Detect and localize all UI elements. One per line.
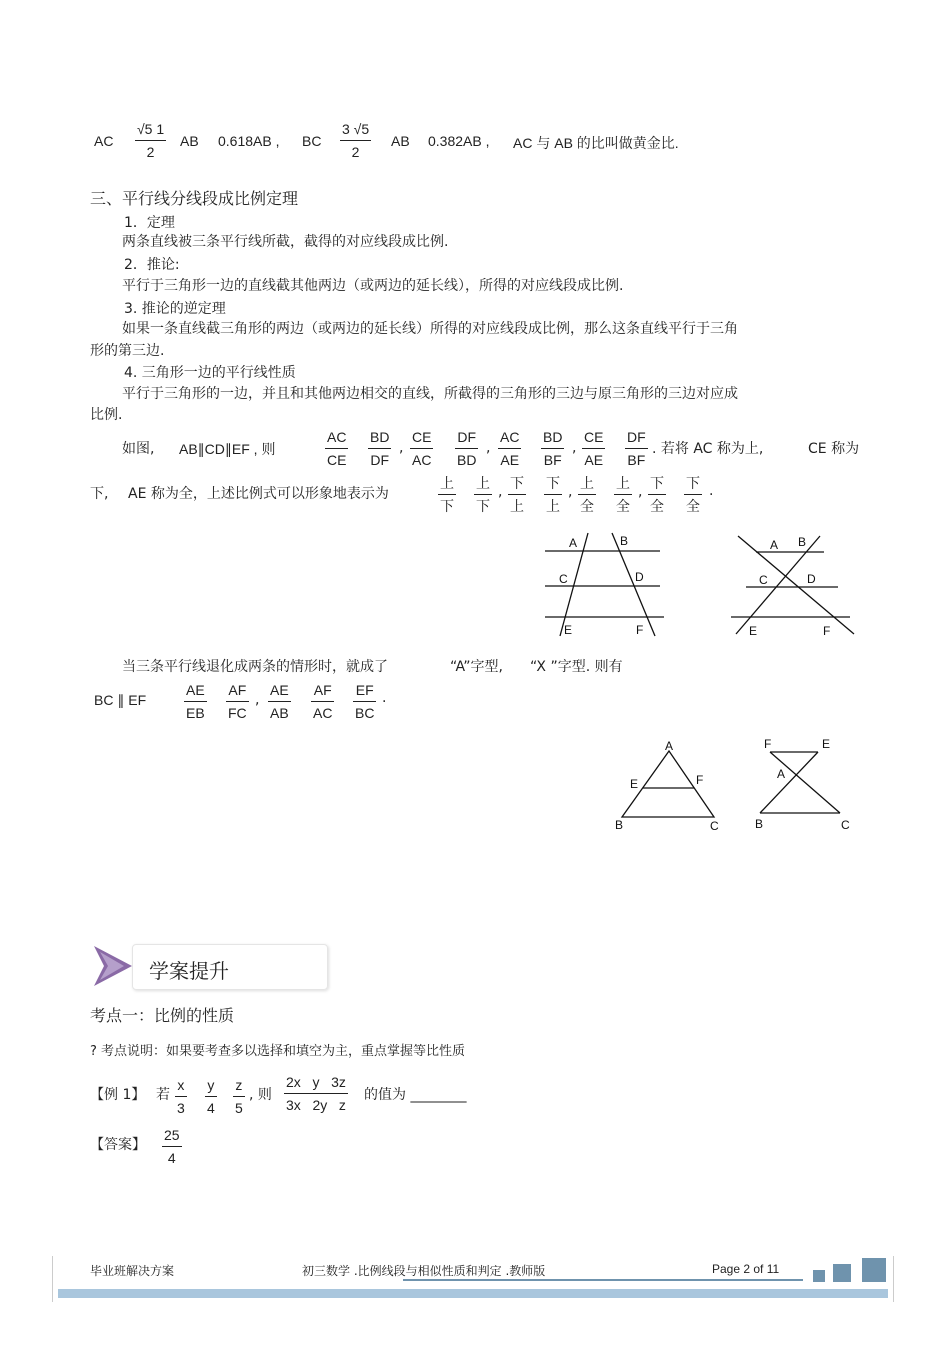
item-label: 1．定理 xyxy=(124,215,175,231)
banner-title: 学案提升 xyxy=(149,959,229,983)
footer-left: 毕业班解决方案 xyxy=(90,1264,175,1278)
example-label: 【例 1】 xyxy=(90,1087,146,1103)
point-label: F xyxy=(764,737,772,751)
point-label: C xyxy=(841,818,850,832)
point-label: E xyxy=(630,777,639,791)
example-then: , 则 xyxy=(249,1087,272,1103)
point-label: B xyxy=(615,818,624,832)
decor-square xyxy=(813,1270,825,1282)
ratio-fraction: AC AE xyxy=(500,429,520,468)
point-label: D xyxy=(635,570,644,584)
point-label: F xyxy=(636,623,644,637)
point-label: B xyxy=(620,534,629,548)
degenerate-fraction: EF BC xyxy=(355,682,375,721)
point-label: E xyxy=(749,624,758,638)
item-label: 3. 推论的逆定理 xyxy=(124,301,226,317)
point-label: C xyxy=(559,572,568,586)
ratio-condition: AB∥CD∥EF , 则 xyxy=(179,441,276,457)
degenerate-fraction: AF AC xyxy=(313,682,333,721)
figure-x-type xyxy=(752,734,862,836)
topic-note: ? 考点说明：如果要考查多以选择和填空为主，重点掌握等比性质 xyxy=(90,1044,466,1059)
separator: , xyxy=(498,484,503,500)
degenerate-text: 当三条平行线退化成两条的情形时，就成了 xyxy=(122,659,388,675)
example-fraction: y 4 xyxy=(207,1077,215,1116)
image-fraction: 下 全 xyxy=(686,475,700,514)
separator: , xyxy=(572,440,577,456)
decor-square xyxy=(862,1258,886,1282)
value-0618: 0.618AB , xyxy=(218,133,280,149)
footer-underline xyxy=(403,1279,803,1281)
ratio-line2-b: AE 称为全，上述比例式可以形象地表示为 xyxy=(128,486,389,502)
item-label: 2．推论: xyxy=(124,257,180,273)
footer-page: Page 2 of 11 xyxy=(712,1262,780,1276)
ratio-lead: 如图, xyxy=(122,441,155,457)
ac-label: AC xyxy=(94,133,114,149)
section-title: 三、平行线分线段成比例定理 xyxy=(90,189,299,208)
point-label: A xyxy=(770,538,779,552)
degenerate-end: . xyxy=(382,690,387,706)
example-fraction: x 3 xyxy=(177,1077,185,1116)
answer-fraction: 25 4 xyxy=(164,1127,180,1166)
footer-mid: 初三数学 .比例线段与相似性质和判定 .教师版 xyxy=(302,1264,546,1278)
separator: , xyxy=(638,484,643,500)
point-label: A xyxy=(777,767,786,781)
golden-ratio-text: AC 与 AB 的比叫做黄金比. xyxy=(513,135,679,151)
separator: , xyxy=(255,692,260,708)
separator: , xyxy=(486,440,491,456)
paragraph: 如果一条直线截三角形的两边（或两边的延长线）所得的对应线段成比例，那么这条直线平行于三角 xyxy=(122,321,738,337)
example-if: 若 xyxy=(156,1087,170,1103)
a-type-label: “A”字型, xyxy=(450,659,503,675)
point-label: F xyxy=(696,773,704,787)
figure-parallel-lines-b xyxy=(728,528,860,643)
ratio-fraction: DF BF xyxy=(627,429,646,468)
example-fraction: z 5 xyxy=(235,1077,243,1116)
ratio-tail: . 若将 AC 称为上, xyxy=(652,441,764,457)
point-label: E xyxy=(822,737,831,751)
ab-label: AB xyxy=(180,133,199,149)
image-fraction: 下 全 xyxy=(650,475,664,514)
answer-label: 【答案】 xyxy=(90,1137,146,1153)
paragraph: 平行于三角形的一边，并且和其他两边相交的直线，所截得的三角形的三边与原三角形的三边对应成 xyxy=(122,386,738,402)
image-fraction: 下 上 xyxy=(546,475,560,514)
example-expression: 2x y 3z 3x 2y z xyxy=(286,1074,346,1113)
transversal xyxy=(738,536,854,634)
ratio-end: . xyxy=(709,483,714,499)
transversal xyxy=(760,752,818,813)
point-label: D xyxy=(807,572,816,586)
point-label: B xyxy=(755,817,764,831)
footer-right-border xyxy=(893,1256,894,1302)
paragraph: 形的第三边. xyxy=(90,343,165,359)
point-label: A xyxy=(665,739,674,753)
separator: , xyxy=(399,440,404,456)
decor-square xyxy=(833,1264,851,1282)
separator: , xyxy=(568,484,573,500)
point-label: C xyxy=(710,819,719,833)
image-fraction: 下 上 xyxy=(510,475,524,514)
degenerate-condition: BC ∥ EF xyxy=(94,692,147,708)
image-fraction: 上 全 xyxy=(580,475,594,514)
point-label: B xyxy=(798,535,807,549)
fraction: 3 √5 2 xyxy=(342,121,370,160)
value-0382: 0.382AB , xyxy=(428,133,490,149)
transversal xyxy=(770,752,840,813)
topic-title: 考点一：比例的性质 xyxy=(90,1006,235,1025)
example-tail: 的值为 ________ xyxy=(364,1087,467,1103)
ratio-fraction: CE AE xyxy=(584,429,604,468)
footer-bar xyxy=(58,1289,888,1298)
paragraph: 两条直线被三条平行线所截，截得的对应线段成比例. xyxy=(122,234,449,250)
x-type-label: “X ”字型. 则有 xyxy=(530,659,623,675)
paragraph: 平行于三角形一边的直线截其他两边（或两边的延长线），所得的对应线段成比例. xyxy=(122,278,624,294)
ratio-fraction: BD BF xyxy=(543,429,563,468)
ratio-fraction: CE AC xyxy=(412,429,432,468)
fraction: √5 1 2 xyxy=(137,121,165,160)
ratio-fraction: DF BD xyxy=(457,429,477,468)
ab-label: AB xyxy=(391,133,410,149)
image-fraction: 上 下 xyxy=(476,475,490,514)
bc-label: BC xyxy=(302,133,322,149)
paragraph: 比例. xyxy=(90,407,123,423)
point-label: E xyxy=(564,623,573,637)
point-label: F xyxy=(823,624,831,638)
ratio-tail-2: CE 称为 xyxy=(808,441,860,457)
figure-a-type xyxy=(610,736,730,836)
ratio-fraction: BD DF xyxy=(370,429,390,468)
image-fraction: 上 下 xyxy=(440,475,454,514)
footer-left-border xyxy=(52,1256,53,1302)
ratio-line2-a: 下, xyxy=(90,486,109,502)
point-label: C xyxy=(759,573,768,587)
degenerate-fraction: AF FC xyxy=(228,682,247,721)
arrow-icon xyxy=(90,944,135,990)
point-label: A xyxy=(569,536,578,550)
figure-parallel-lines-a xyxy=(540,528,670,643)
image-fraction: 上 全 xyxy=(616,475,630,514)
item-label: 4. 三角形一边的平行线性质 xyxy=(124,365,296,381)
ratio-fraction: AC CE xyxy=(327,429,347,468)
transversal xyxy=(612,533,655,636)
degenerate-fraction: AE AB xyxy=(270,682,289,721)
degenerate-fraction: AE EB xyxy=(186,682,205,721)
